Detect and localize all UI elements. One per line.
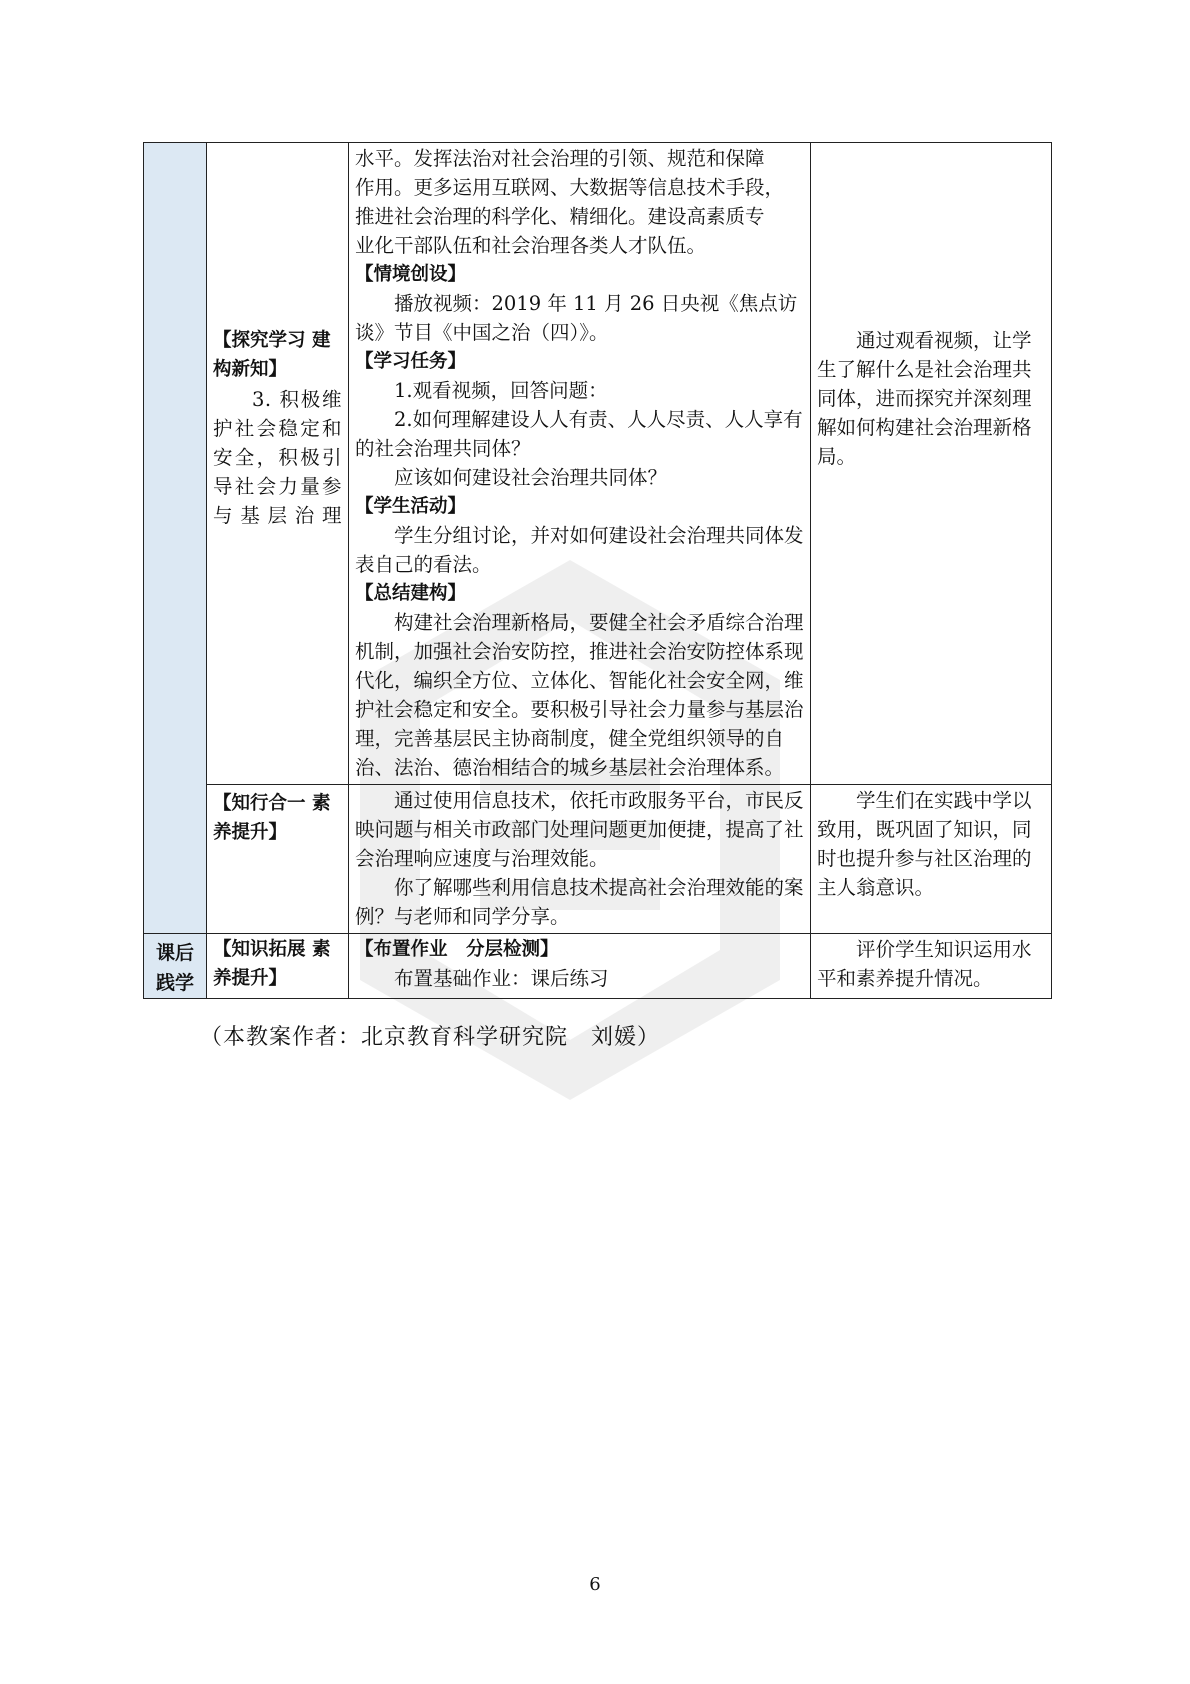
content-line: 推进社会治理的科学化、精细化。建设高素质专 [355,205,765,228]
task-item: 2.如何理解建设人人有责、人人尽责、人人享有的社会治理共同体？ [355,408,803,460]
activity-text: 学生分组讨论，并对如何建设社会治理共同体发表自己的看法。 [355,524,804,576]
task-item: 1.观看视频，回答问题： [394,379,608,402]
step-cell [207,785,349,934]
intent-cell [811,934,1052,999]
step-cell [207,934,349,999]
content-paragraph: 你了解哪些利用信息技术提高社会治理效能的案例？与老师和同学分享。 [355,876,804,928]
content-cell [349,785,811,934]
intent-cell [811,785,1052,934]
task-item: 应该如何建设社会治理共同体？ [394,466,668,489]
intent-cell [811,143,1052,785]
homework-heading: 【布置作业 分层检测】 [355,939,559,960]
intent-text: 评价学生知识运用水平和素养提升情况。 [817,938,1032,990]
homework-text: 布置基础作业：课后练习 [394,967,609,990]
author-credit: （本教案作者：北京教育科学研究院 刘媛） [200,1025,661,1050]
task-heading: 【学习任务】 [355,351,467,372]
summary-heading: 【总结建构】 [355,583,467,604]
content-line: 作用。更多运用互联网、大数据等信息技术手段， [355,176,785,199]
content-cell [349,934,811,999]
situation-heading: 【情境创设】 [355,264,467,285]
step-title: 【探究学习 建构新知】 [213,330,331,380]
table-row [144,934,1052,999]
intent-text: 通过观看视频，让学生了解什么是社会治理共同体，进而探究并深刻理解如何构建社会治理新格局。 [817,329,1032,468]
step-title: 【知行合一 素养提升】 [213,793,331,843]
table-row [144,143,1052,785]
activity-heading: 【学生活动】 [355,496,467,517]
content-cell [349,143,811,785]
step-subtitle: 3. 积极维护社会稳定和安全，积极引导社会力量参与基层治理 [213,388,342,527]
step-title: 【知识拓展 素养提升】 [213,939,331,989]
table-row [144,785,1052,934]
page-number: 6 [589,1574,601,1595]
intent-text: 学生们在实践中学以致用，既巩固了知识，同时也提升参与社区治理的主人翁意识。 [817,789,1032,899]
content-paragraph: 通过使用信息技术，依托市政服务平台，市民反映问题与相关市政部门处理问题更加便捷，提高了社会治理响应速度与治理效能。 [355,789,804,870]
content-line: 业化干部队伍和社会治理各类人才队伍。 [355,234,707,257]
stage-cell-in-class [144,143,207,934]
step-cell [207,143,349,785]
situation-text: 播放视频：2019 年 11 月 26 日央视《焦点访谈》节目《中国之治（四）》。 [355,292,798,344]
lesson-plan-table [143,142,1052,999]
summary-text: 构建社会治理新格局，要健全社会矛盾综合治理机制，加强社会治安防控，推进社会治安防控体系现代化，编织全方位、立体化、智能化社会安全网，维护社会稳定和安全。要积极引导社会力量参与基层治理，完善基层民主协商制度，健全党组织领导的自治、法治、德治相结合的城乡基层社会治理体系。 [355,611,804,779]
content-line: 水平。发挥法治对社会治理的引领、规范和保障 [355,147,765,170]
stage-cell-after-class: 课后践学 [144,934,207,999]
